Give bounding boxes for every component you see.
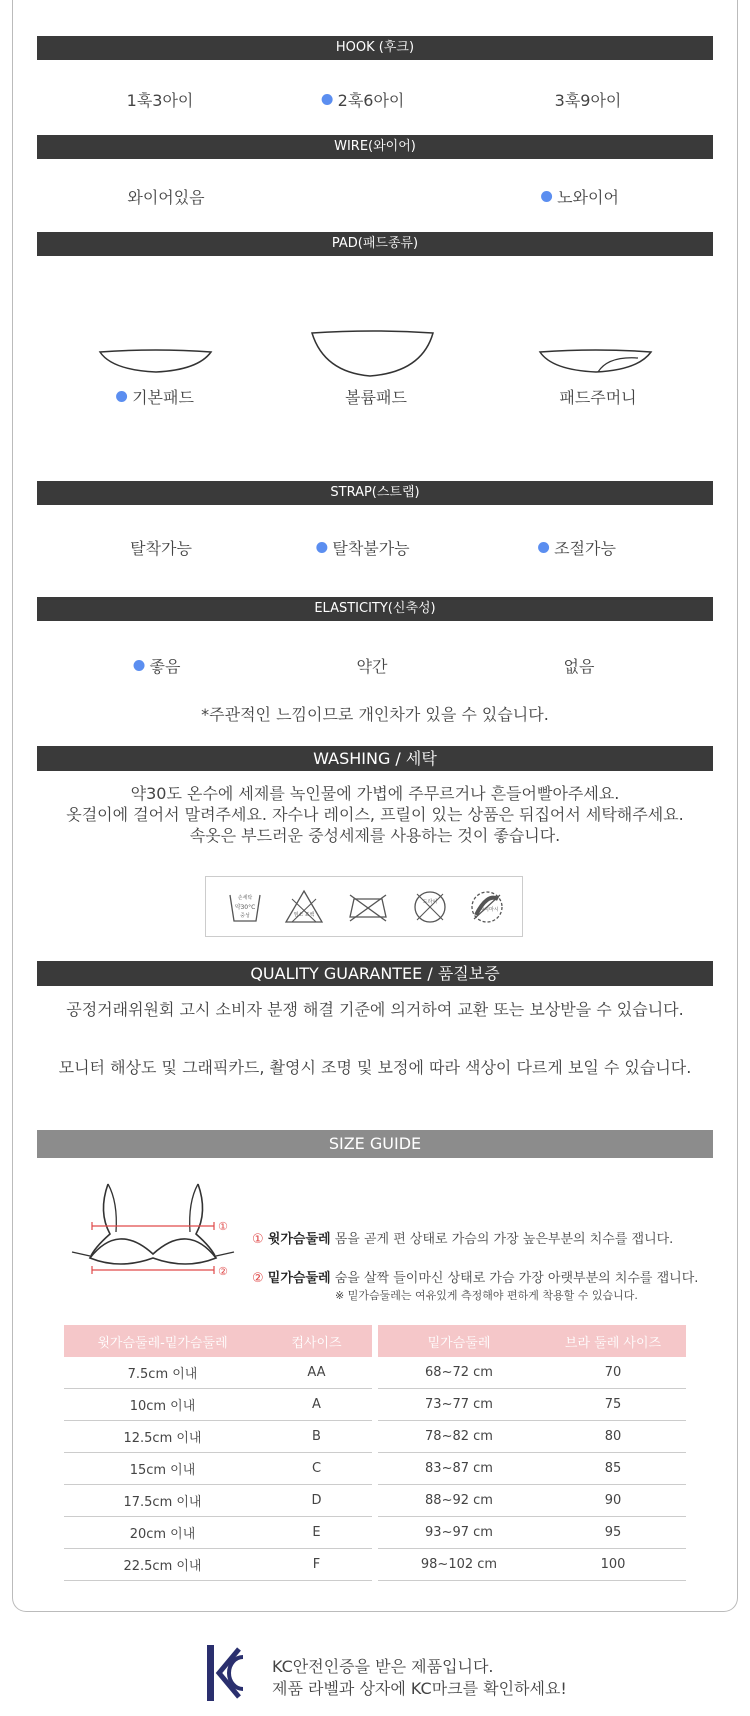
pad-option-1: 기본패드 (116, 385, 194, 408)
pad-option-3: 패드주머니 (559, 388, 637, 407)
section-title: PAD(패드종류) (331, 236, 419, 251)
washing-instructions (0, 783, 750, 846)
svg-text:약30°C: 약30°C (234, 904, 256, 911)
quality-line-2: 모니터 해상도 및 그래픽카드, 촬영시 조명 및 보정에 따라 색상이 다르게 보일 수 있습니다. (58, 1058, 692, 1077)
section-bar-washing (37, 746, 713, 771)
table-cell: 98~102 cm (378, 1549, 540, 1581)
elasticity-note: *주관적인 느낌이므로 개인차가 있을 수 있습니다. (201, 705, 549, 724)
pad-pocket-icon (538, 348, 654, 376)
kc-notice (272, 1656, 567, 1700)
table-cell: 93~97 cm (378, 1517, 540, 1549)
washing-line: 속옷은 부드러운 중성세제를 사용하는 것이 좋습니다. (189, 826, 561, 845)
table-cell: 7.5cm 이내 (64, 1357, 261, 1389)
table-cell: 20cm 이내 (64, 1517, 261, 1549)
table-cell: 75 (540, 1389, 686, 1421)
svg-text:②: ② (218, 1265, 228, 1278)
table-cell: B (261, 1421, 372, 1453)
column-header: 윗가슴둘레-밑가슴둘레 (64, 1325, 261, 1357)
table-row (64, 1517, 372, 1549)
elasticity-option-3: 없음 (563, 657, 595, 676)
table-cell: 73~77 cm (378, 1389, 540, 1421)
wire-option-1: 와이어있음 (127, 188, 205, 207)
table-cell: 90 (540, 1485, 686, 1517)
elasticity-option-1: 좋음 (134, 654, 181, 677)
cup-size-table (64, 1325, 372, 1581)
table-row (64, 1549, 372, 1581)
table-row (64, 1389, 372, 1421)
table-cell: 88~92 cm (378, 1485, 540, 1517)
table-row (378, 1453, 686, 1485)
svg-text:염소 표백: 염소 표백 (293, 912, 315, 918)
table-cell: D (261, 1485, 372, 1517)
table-cell: 70 (540, 1357, 686, 1389)
table-cell: 78~82 cm (378, 1421, 540, 1453)
size-guide-note: ※ 밑가슴둘레는 여유있게 측정해야 편하게 착용할 수 있습니다. (335, 1289, 638, 1302)
section-bar-strap (37, 481, 713, 505)
hand-wash-icon (228, 889, 262, 925)
section-bar-pad (37, 232, 713, 256)
table-cell: 22.5cm 이내 (64, 1549, 261, 1581)
strap-option-1: 탈착가능 (130, 539, 192, 558)
table-cell: A (261, 1389, 372, 1421)
svg-text:손세탁: 손세탁 (237, 895, 253, 901)
table-row (64, 1453, 372, 1485)
section-bar-hook (37, 36, 713, 60)
table-cell: 68~72 cm (378, 1357, 540, 1389)
table-header-row (64, 1325, 372, 1357)
no-dryclean-icon (412, 889, 448, 925)
selected-dot-icon (541, 191, 552, 202)
selected-dot-icon (116, 391, 127, 402)
strap-option-3: 조절가능 (538, 536, 616, 559)
table-row (64, 1357, 372, 1389)
table-row (64, 1421, 372, 1453)
table-cell: 83~87 cm (378, 1453, 540, 1485)
wire-option-2: 노와이어 (541, 185, 619, 208)
table-row (378, 1421, 686, 1453)
kc-mark-logo (205, 1643, 245, 1703)
column-header: 컵사이즈 (261, 1325, 372, 1357)
svg-text:①: ① (218, 1220, 228, 1233)
selected-dot-icon (316, 542, 327, 553)
washing-line: 옷걸이에 걸어서 말려주세요. 자수나 레이스, 프릴이 있는 상품은 뒤집어서 세탁해주세요. (66, 805, 684, 824)
table-cell: AA (261, 1357, 372, 1389)
selected-dot-icon (134, 660, 145, 671)
column-header: 밑가슴둘레 (378, 1325, 540, 1357)
section-bar-wire (37, 135, 713, 159)
kc-line-2: 제품 라벨과 상자에 KC마크를 확인하세요! (272, 1679, 567, 1698)
table-row (378, 1517, 686, 1549)
section-bar-size-guide (37, 1130, 713, 1158)
quality-line-1: 공정거래위원회 고시 소비자 분쟁 해결 기준에 의거하여 교환 또는 보상받을 수 있습니다. (66, 1000, 684, 1019)
basic-pad-icon (98, 348, 214, 376)
table-row (378, 1549, 686, 1581)
no-wring-icon (468, 889, 506, 925)
table-cell: F (261, 1549, 372, 1581)
svg-text:드라이: 드라이 (422, 899, 438, 905)
selected-dot-icon (322, 94, 333, 105)
care-icons-box (205, 876, 523, 937)
elasticity-option-2: 약간 (356, 657, 388, 676)
pad-option-2: 볼륨패드 (345, 388, 407, 407)
band-size-table (378, 1325, 686, 1581)
upper-bust-guide: ① 윗가슴둘레 몸을 곧게 편 상태로 가슴의 가장 높은부분의 치수를 잽니다. (252, 1232, 674, 1247)
hook-option-3: 3훅9아이 (554, 91, 622, 110)
selected-dot-icon (538, 542, 549, 553)
section-title: HOOK (후크) (335, 40, 415, 55)
table-row (378, 1357, 686, 1389)
hook-option-2: 2훅6아이 (322, 88, 405, 111)
table-row (378, 1485, 686, 1517)
volume-pad-icon (310, 330, 436, 380)
table-cell: 10cm 이내 (64, 1389, 261, 1421)
table-cell: 95 (540, 1517, 686, 1549)
column-header: 브라 둘레 사이즈 (540, 1325, 686, 1357)
no-iron-icon (346, 889, 390, 925)
table-row (378, 1389, 686, 1421)
strap-option-2: 탈착불가능 (316, 536, 409, 559)
kc-line-1: KC안전인증을 받은 제품입니다. (272, 1657, 494, 1676)
hook-option-1: 1훅3아이 (126, 91, 194, 110)
svg-text:중성: 중성 (240, 913, 250, 919)
section-title: STRAP(스트랩) (330, 485, 420, 500)
section-title: ELASTICITY(신축성) (314, 601, 436, 616)
section-title: SIZE GUIDE (328, 1134, 422, 1153)
table-cell: 85 (540, 1453, 686, 1485)
no-bleach-icon (284, 889, 324, 925)
section-bar-elasticity (37, 597, 713, 621)
bra-measure-diagram (68, 1182, 238, 1278)
under-bust-guide: ② 밑가슴둘레 숨을 살짝 들이마신 상태로 가슴 가장 아랫부분의 치수를 잽니다. (252, 1271, 699, 1286)
table-cell: 15cm 이내 (64, 1453, 261, 1485)
table-cell: E (261, 1517, 372, 1549)
table-cell: 17.5cm 이내 (64, 1485, 261, 1517)
washing-line: 약30도 온수에 세제를 녹인물에 가볍에 주무르거나 흔들어빨아주세요. (130, 784, 620, 803)
section-title: QUALITY GUARANTEE / 품질보증 (250, 964, 500, 983)
table-row (64, 1485, 372, 1517)
table-cell: 12.5cm 이내 (64, 1421, 261, 1453)
table-header-row (378, 1325, 686, 1357)
table-cell: 100 (540, 1549, 686, 1581)
section-bar-quality (37, 961, 713, 986)
svg-text:짜지마시: 짜지마시 (479, 907, 499, 913)
section-title: WIRE(와이어) (334, 139, 416, 154)
table-cell: C (261, 1453, 372, 1485)
section-title: WASHING / 세탁 (313, 749, 437, 768)
table-cell: 80 (540, 1421, 686, 1453)
